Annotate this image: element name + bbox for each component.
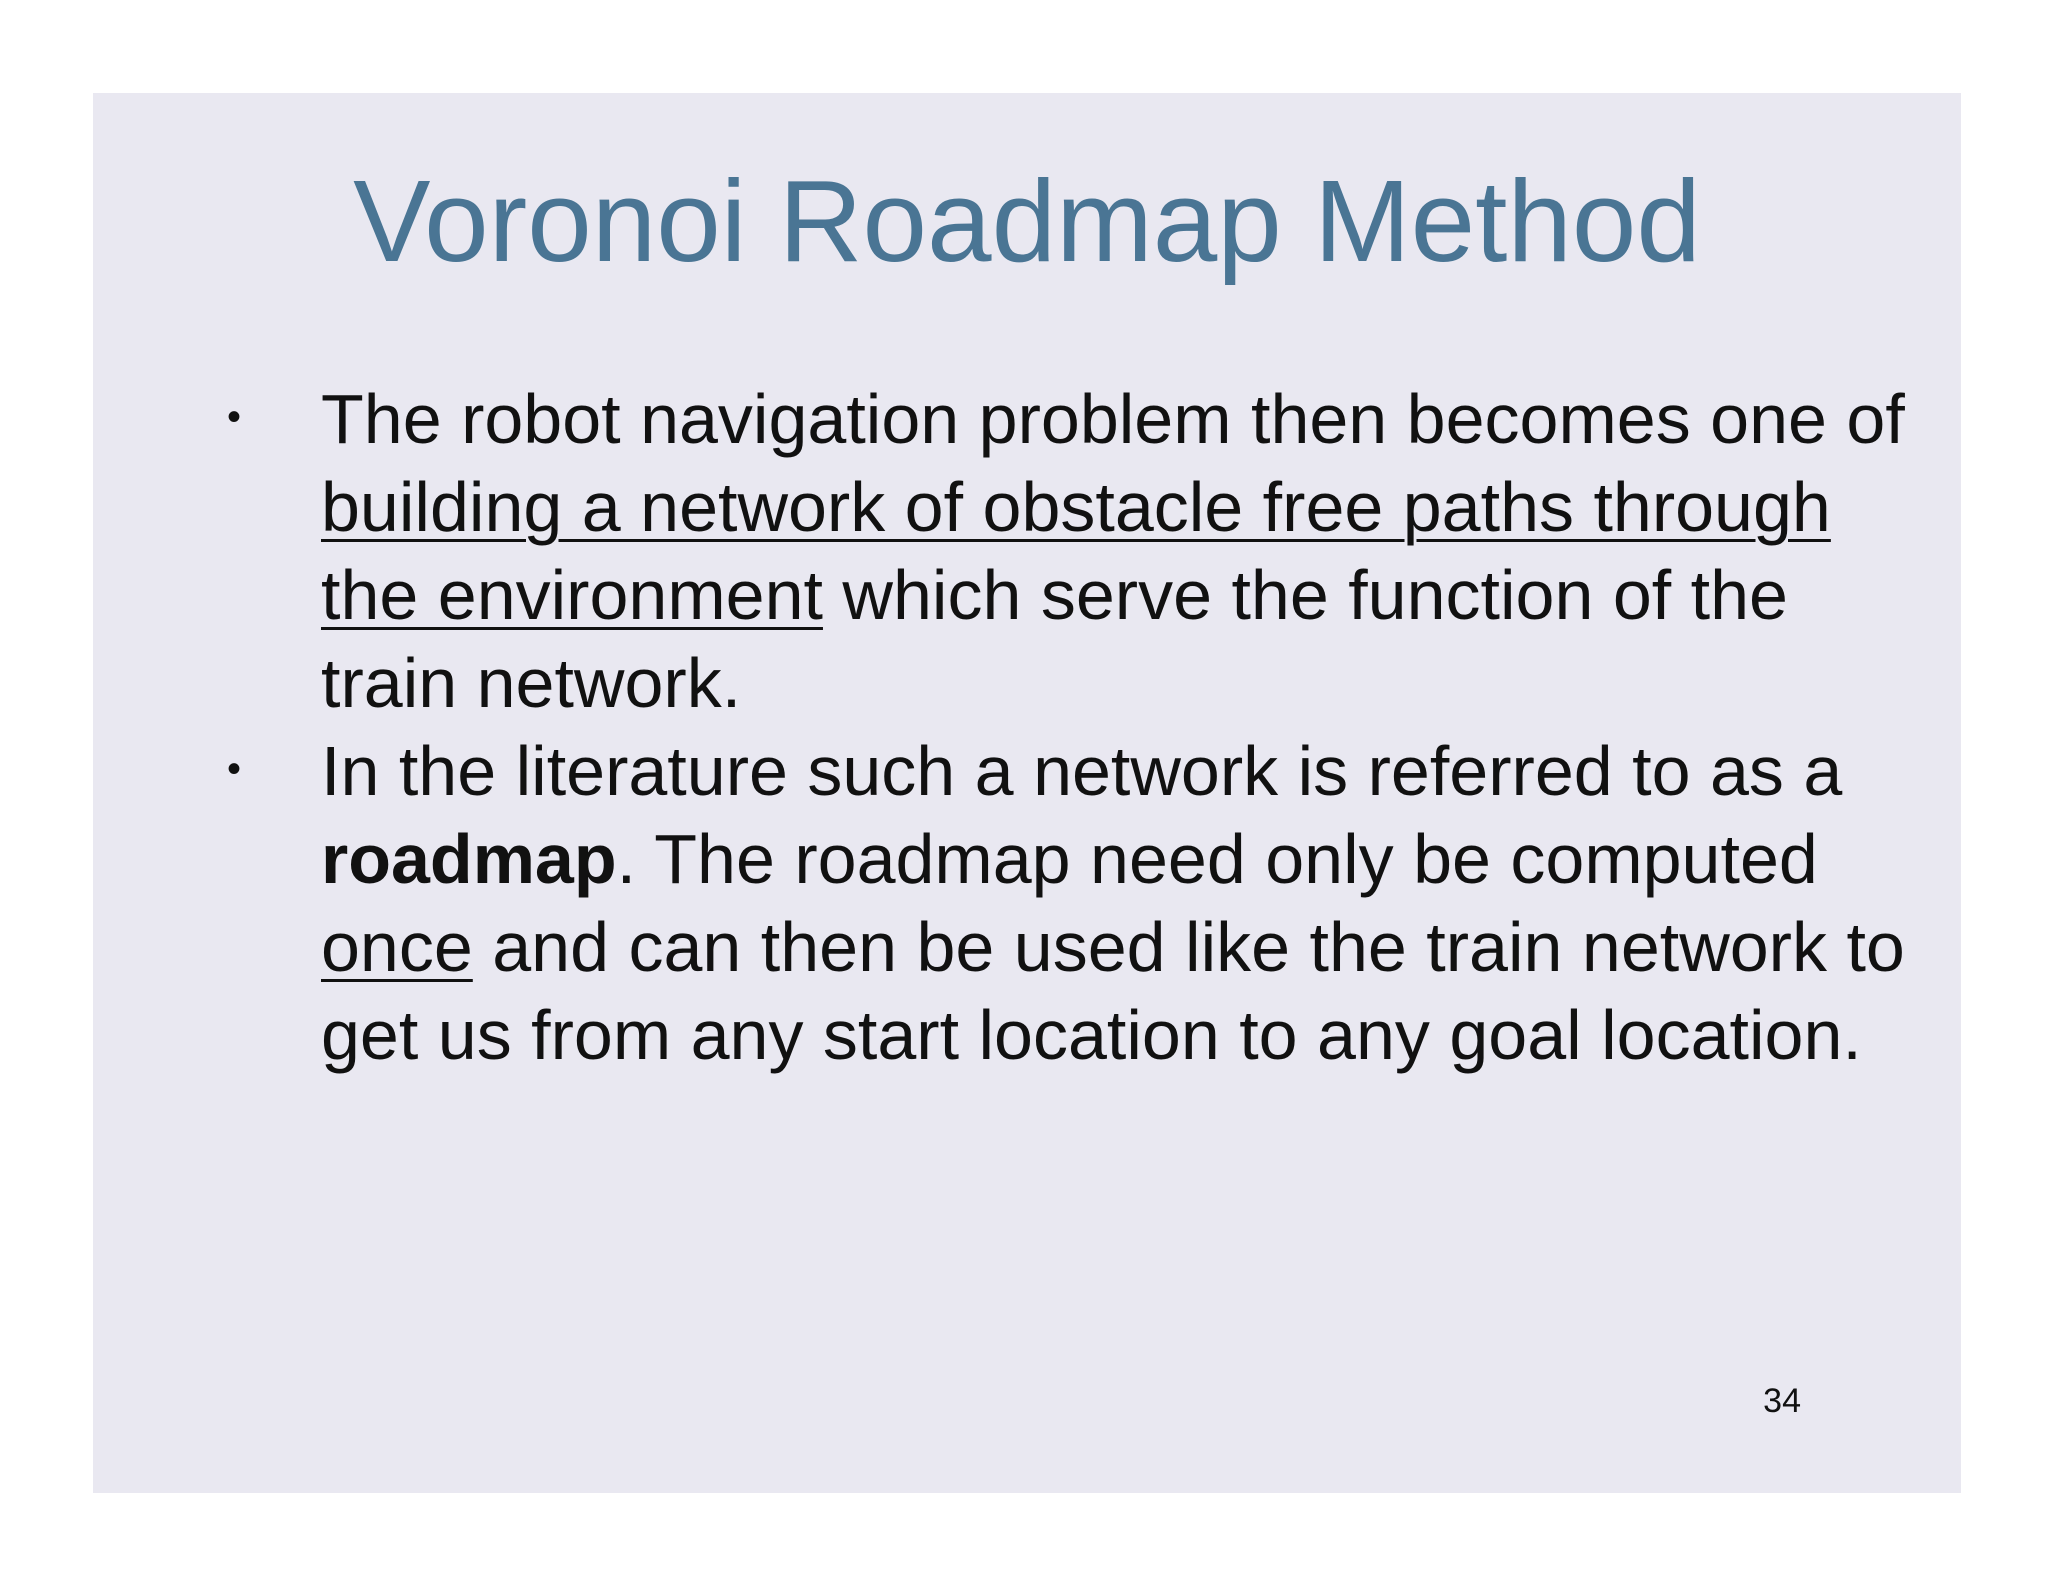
text-segment: get us from any start location to any goal location. xyxy=(321,996,1862,1074)
bullet-line xyxy=(321,375,1959,463)
bullet-item xyxy=(229,727,1959,1079)
bullet-list xyxy=(229,375,1959,1079)
text-segment: In the literature such a network is referred to as a xyxy=(321,732,1843,810)
page-number: 34 xyxy=(1763,1382,1801,1420)
slide-title: Voronoi Roadmap Method xyxy=(353,156,1701,286)
text-segment: . The roadmap need only be computed xyxy=(616,820,1818,898)
bullet-line xyxy=(321,639,1959,727)
bullet-line xyxy=(321,463,1959,551)
text-segment: and can then be used like the train network to xyxy=(472,908,1905,986)
slide xyxy=(93,93,1961,1493)
bullet-line xyxy=(321,991,1959,1079)
text-segment: The robot navigation problem then becomes one of xyxy=(321,380,1905,458)
bullet-line xyxy=(321,903,1959,991)
bullet-mark: • xyxy=(227,395,242,439)
bullet-line xyxy=(321,815,1959,903)
text-segment: train network. xyxy=(321,644,742,722)
bullet-mark: • xyxy=(227,747,242,791)
bullet-line xyxy=(321,727,1959,815)
underlined-text: once xyxy=(321,908,473,986)
bullet-item xyxy=(229,375,1959,727)
underlined-text: the environment xyxy=(321,556,823,634)
text-segment: which serve the function of the xyxy=(822,556,1788,634)
bold-text: roadmap xyxy=(321,820,617,898)
underlined-text: building a network of obstacle free paths through xyxy=(321,468,1831,546)
bullet-line xyxy=(321,551,1959,639)
